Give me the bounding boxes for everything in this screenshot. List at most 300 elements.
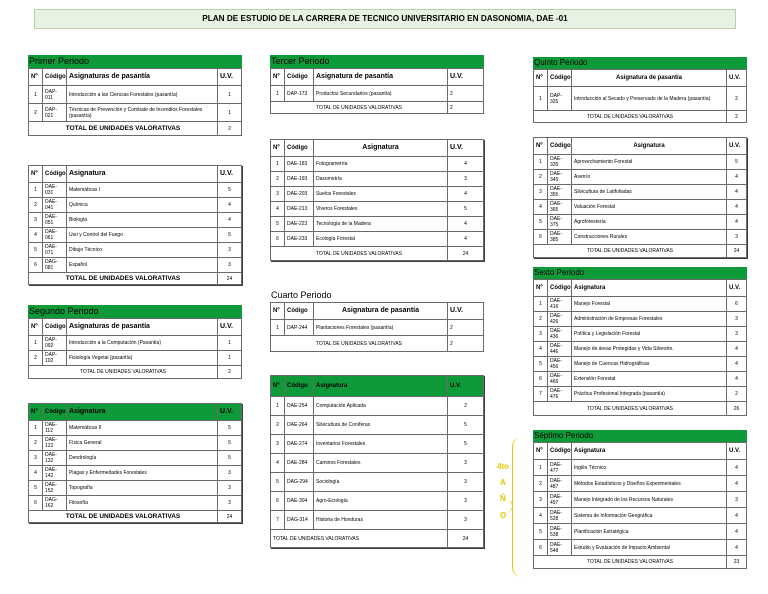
cuarto-periodo-pasantia	[270, 289, 484, 352]
side-label-4: O	[500, 511, 507, 520]
period-label: Sexto Periodo	[533, 267, 747, 279]
col-n: Nº	[271, 69, 285, 86]
row-number: 2	[534, 312, 548, 327]
row-number: 5	[534, 357, 548, 372]
pasantia-table	[28, 68, 242, 136]
course-name: Métodos Estadísticos y Diseños Experimentales	[572, 476, 727, 492]
course-name: Español	[67, 258, 218, 273]
row-number: 1	[29, 183, 43, 198]
pasantia-table	[533, 69, 747, 123]
course-uv: 4	[727, 342, 747, 357]
course-uv: 4	[727, 200, 747, 215]
course-uv: 1	[218, 336, 242, 351]
course-uv: 3	[448, 454, 484, 473]
course-code: DAE-152	[43, 481, 67, 496]
col-n: Nº	[29, 69, 43, 86]
col-n: Nº	[271, 376, 285, 397]
course-name: Física General	[67, 436, 218, 451]
course-code: DAE-416	[548, 297, 572, 312]
col-n: Nº	[534, 70, 548, 87]
row-number: 1	[271, 86, 285, 102]
asignaturas-table	[28, 403, 242, 523]
col-codigo: Código	[548, 280, 572, 297]
table-row	[534, 230, 747, 245]
sexto-periodo-table	[533, 267, 747, 416]
row-number: 5	[534, 215, 548, 230]
asignaturas-table	[270, 375, 484, 548]
col-asignatura: Asignatura	[572, 443, 727, 460]
course-code: DAE-193	[285, 172, 314, 187]
table-row	[534, 170, 747, 185]
course-name: Tecnología de la Madera	[314, 217, 448, 232]
table-row	[271, 202, 484, 217]
course-name: Extensión Forestal	[572, 372, 727, 387]
course-code: DAE-345	[548, 170, 572, 185]
total-label: TOTAL DE UNIDADES VALORATIVAS	[29, 273, 218, 285]
course-code: DAE-476	[548, 387, 572, 402]
table-row	[29, 243, 242, 258]
course-name: Manejo de áreas Protegidas y Vida Silvestre.	[572, 342, 727, 357]
course-name: Suelos Forestales	[314, 187, 448, 202]
asignaturas-table	[533, 137, 747, 258]
course-code: DAE-061	[43, 228, 67, 243]
course-name: Manejo de Cuencas Hidrográficas	[572, 357, 727, 372]
row-number: 1	[271, 320, 285, 336]
course-name: Productos Secundarios (pasantía)	[314, 86, 448, 102]
course-code: DAE-446	[548, 342, 572, 357]
table-row	[534, 357, 747, 372]
total-uv: 2	[448, 102, 484, 114]
row-number: 2	[534, 476, 548, 492]
total-label: TOTAL DE UNIDADES VALORATIVAS	[534, 245, 727, 258]
row-number: 3	[534, 185, 548, 200]
course-code: DAE-304	[285, 492, 314, 511]
table-row	[534, 312, 747, 327]
col-asignatura: Asignatura	[572, 280, 727, 297]
course-code: DAE-284	[285, 454, 314, 473]
table-row	[534, 460, 747, 476]
course-code: DAE-375	[548, 215, 572, 230]
pasantia-table	[270, 68, 484, 114]
table-row	[29, 228, 242, 243]
course-name: Ecología Forestal	[314, 232, 448, 247]
table-row	[29, 336, 242, 351]
col-codigo: Código	[548, 70, 572, 87]
course-name: Computación Aplicada	[314, 397, 448, 416]
col-uv: U.V.	[448, 303, 484, 320]
table-row	[534, 87, 747, 111]
course-uv: 2	[448, 86, 484, 102]
asignaturas-table	[533, 279, 747, 416]
course-code: DAE-183	[285, 157, 314, 172]
course-name: Manejo Forestal	[572, 297, 727, 312]
course-code: DAE-426	[548, 312, 572, 327]
side-label-3: Ñ	[500, 494, 506, 503]
table-row	[534, 476, 747, 492]
course-name: Silvicultura de Latifoliadas	[572, 185, 727, 200]
course-uv: 5	[448, 435, 484, 454]
col-uv: U.V.	[218, 319, 242, 336]
col-uv: U.V.	[727, 443, 747, 460]
course-name: Caminos Forestales	[314, 454, 448, 473]
course-uv: 3	[727, 230, 747, 245]
col-asignatura: Asignaturas de pasantía	[67, 69, 218, 86]
table-row	[29, 104, 242, 122]
course-name: Valuación Forestal	[572, 200, 727, 215]
course-uv: 6	[727, 297, 747, 312]
course-code: DAE-041	[43, 198, 67, 213]
table-row	[534, 155, 747, 170]
table-row	[29, 86, 242, 104]
table-row	[29, 421, 242, 436]
col-asignatura: Asignaturas de pasantía	[67, 319, 218, 336]
septimo-periodo-table	[533, 430, 747, 569]
course-name: Matemáticas II	[67, 421, 218, 436]
row-number: 3	[271, 187, 285, 202]
table-row	[29, 496, 242, 511]
col-asignatura: Asignatura	[67, 166, 218, 183]
course-code: DAE-548	[548, 540, 572, 556]
course-name: Agroforestería	[572, 215, 727, 230]
course-name: Práctica Profesional Integrada (pasantía)	[572, 387, 727, 402]
table-row	[29, 351, 242, 366]
row-number: 2	[29, 351, 43, 366]
course-uv: 5	[218, 228, 242, 243]
course-name: Administración de Empresas Forestales	[572, 312, 727, 327]
table-row	[534, 342, 747, 357]
col-codigo: Código	[285, 376, 314, 397]
course-name: Introducción a la Computación (Pasantía)	[67, 336, 218, 351]
cuarto-periodo-table	[270, 375, 484, 548]
total-uv: 24	[448, 247, 484, 261]
course-code: DAE-335	[548, 155, 572, 170]
row-number: 3	[29, 451, 43, 466]
table-row	[29, 481, 242, 496]
course-uv: 3	[448, 492, 484, 511]
col-codigo: Código	[43, 69, 67, 86]
row-number: 1	[271, 157, 285, 172]
course-name: Agro-Ecología	[314, 492, 448, 511]
row-number: 4	[29, 466, 43, 481]
row-number: 3	[534, 492, 548, 508]
course-code: DAE-071	[43, 243, 67, 258]
row-number: 5	[271, 217, 285, 232]
table-row	[534, 540, 747, 556]
row-number: 1	[271, 397, 285, 416]
period-label: Segundo Periodo	[28, 305, 242, 318]
total-label: TOTAL DE UNIDADES VALORATIVAS	[271, 247, 448, 261]
period-label: Primer Periodo	[28, 55, 242, 68]
course-name: Plagas y Enfermedades Forestales	[67, 466, 218, 481]
course-uv: 5	[727, 155, 747, 170]
period-label: Tercer Periodo	[270, 55, 484, 68]
course-name: Estudio y Evaluación de Impacto Ambiental	[572, 540, 727, 556]
course-uv: 5	[448, 416, 484, 435]
table-row	[534, 185, 747, 200]
course-name: Sociología	[314, 473, 448, 492]
total-uv: 2	[218, 122, 242, 136]
total-uv: 24	[448, 530, 484, 548]
table-row	[271, 320, 484, 336]
course-uv: 3	[727, 312, 747, 327]
course-code: DAP-102	[43, 351, 67, 366]
course-name: Inventarios Forestales	[314, 435, 448, 454]
total-label: TOTAL DE UNIDADES VALORATIVAS	[534, 402, 727, 416]
row-number: 5	[534, 524, 548, 540]
course-code: DAE-051	[43, 213, 67, 228]
quinto-periodo-table	[533, 137, 747, 258]
course-code: DAE-112	[43, 421, 67, 436]
col-uv: U.V.	[448, 376, 484, 397]
course-uv: 4	[727, 508, 747, 524]
table-row	[29, 258, 242, 273]
course-code: DAE-264	[285, 416, 314, 435]
course-code: DAE-132	[43, 451, 67, 466]
course-name: Construcciones Rurales	[572, 230, 727, 245]
col-codigo: Código	[285, 69, 314, 86]
col-uv: U.V.	[448, 140, 484, 157]
course-code: DAG-162	[43, 496, 67, 511]
course-uv: 3	[448, 511, 484, 530]
col-codigo: Código	[548, 443, 572, 460]
course-uv: 4	[727, 185, 747, 200]
course-code: DAE-223	[285, 217, 314, 232]
col-asignatura: Asignatura de pasantía	[572, 70, 727, 87]
col-uv: U.V.	[218, 404, 242, 421]
table-row	[271, 86, 484, 102]
course-uv: 3	[727, 492, 747, 508]
col-asignatura: Asignatura	[572, 138, 727, 155]
course-uv: 2	[727, 387, 747, 402]
col-uv: U.V.	[727, 70, 747, 87]
course-code: DAE-203	[285, 187, 314, 202]
row-number: 5	[271, 473, 285, 492]
course-uv: 1	[218, 351, 242, 366]
table-row	[271, 416, 484, 435]
pasantia-table	[270, 302, 484, 352]
table-row	[271, 157, 484, 172]
total-label: TOTAL DE UNIDADES VALORATIVAS	[271, 102, 448, 114]
table-row	[534, 297, 747, 312]
course-uv: 3	[218, 466, 242, 481]
course-code: DAP-092	[43, 336, 67, 351]
course-name: Biología	[67, 213, 218, 228]
period-label: Séptimo Periodo	[533, 430, 747, 442]
row-number: 4	[271, 454, 285, 473]
row-number: 1	[29, 86, 43, 104]
course-uv: 4	[727, 215, 747, 230]
table-row	[29, 213, 242, 228]
row-number: 1	[534, 155, 548, 170]
quinto-periodo-pasantia	[533, 57, 747, 123]
col-asignatura: Asignatura	[314, 376, 448, 397]
brace-icon	[512, 437, 524, 577]
row-number: 6	[534, 230, 548, 245]
row-number: 4	[534, 200, 548, 215]
row-number: 2	[534, 170, 548, 185]
table-row	[271, 435, 484, 454]
total-label: TOTAL DE UNIDADES VALORATIVAS	[29, 366, 218, 379]
row-number: 6	[29, 258, 43, 273]
course-code: DAP-173	[285, 86, 314, 102]
course-name: Química	[67, 198, 218, 213]
course-name: Dasometría	[314, 172, 448, 187]
course-name: Introducción al Secado y Preservado de la Madera (pasantía)	[572, 87, 727, 111]
course-uv: 5	[218, 183, 242, 198]
total-uv: 24	[727, 245, 747, 258]
row-number: 7	[271, 511, 285, 530]
total-label: TOTAL DE UNIDADES VALORATIVAS	[29, 511, 218, 523]
total-uv: 2	[727, 111, 747, 123]
asignaturas-table	[28, 165, 242, 285]
total-uv: 2	[448, 336, 484, 352]
course-name: Historia de Honduras	[314, 511, 448, 530]
course-code: DAG-081	[43, 258, 67, 273]
row-number: 4	[271, 202, 285, 217]
row-number: 1	[29, 336, 43, 351]
course-uv: 1	[218, 86, 242, 104]
table-row	[29, 436, 242, 451]
col-codigo: Código	[285, 140, 314, 157]
row-number: 3	[29, 213, 43, 228]
col-uv: U.V.	[727, 138, 747, 155]
primer-periodo-table	[28, 165, 242, 285]
col-asignatura: Asignatura	[67, 404, 218, 421]
course-code: DAE-538	[548, 524, 572, 540]
table-row	[271, 232, 484, 247]
course-code: DAE-213	[285, 202, 314, 217]
row-number: 6	[271, 232, 285, 247]
course-uv: 4	[727, 476, 747, 492]
total-uv: 26	[727, 402, 747, 416]
table-row	[29, 466, 242, 481]
segundo-periodo-table	[28, 403, 242, 523]
row-number: 6	[29, 496, 43, 511]
course-name: Planificación Estratégica	[572, 524, 727, 540]
course-name: Filosofía	[67, 496, 218, 511]
course-code: DAP-011	[43, 86, 67, 104]
course-code: DAE-385	[548, 230, 572, 245]
course-uv: 5	[218, 436, 242, 451]
row-number: 2	[29, 104, 43, 122]
col-uv: U.V.	[727, 280, 747, 297]
row-number: 4	[534, 342, 548, 357]
row-number: 1	[534, 87, 548, 111]
table-row	[534, 372, 747, 387]
row-number: 4	[29, 228, 43, 243]
total-uv: 24	[218, 511, 242, 523]
course-uv: 4	[727, 372, 747, 387]
course-name: Fisiología Vegetal (pasantía)	[67, 351, 218, 366]
col-codigo: Código	[285, 303, 314, 320]
course-code: DAE-254	[285, 397, 314, 416]
col-codigo: Código	[548, 138, 572, 155]
course-name: Inglés Técnico	[572, 460, 727, 476]
row-number: 7	[534, 387, 548, 402]
course-uv: 3	[218, 258, 242, 273]
course-uv: 4	[727, 460, 747, 476]
course-uv: 1	[218, 104, 242, 122]
course-code: DAE-456	[548, 357, 572, 372]
col-asignatura: Asignatura de pasantía	[314, 69, 448, 86]
course-uv: 4	[727, 357, 747, 372]
asignaturas-table	[270, 139, 484, 261]
col-codigo: Código	[43, 166, 67, 183]
total-uv: 2	[218, 366, 242, 379]
course-name: Dibujo Técnico	[67, 243, 218, 258]
period-label: Quinto Periodo	[533, 57, 747, 69]
course-uv: 4	[448, 187, 484, 202]
course-code: DAG-294	[285, 473, 314, 492]
course-name: Fotogrametría	[314, 157, 448, 172]
course-uv: 3	[218, 243, 242, 258]
table-row	[271, 397, 484, 416]
col-asignatura: Asignatura	[314, 140, 448, 157]
row-number: 5	[29, 481, 43, 496]
table-row	[534, 215, 747, 230]
total-uv: 23	[727, 556, 747, 569]
table-row	[534, 327, 747, 342]
row-number: 4	[534, 508, 548, 524]
course-code: DAE-365	[548, 200, 572, 215]
col-uv: U.V.	[218, 69, 242, 86]
col-n: Nº	[534, 443, 548, 460]
course-uv: 4	[448, 157, 484, 172]
col-n: Nº	[271, 140, 285, 157]
row-number: 1	[534, 460, 548, 476]
row-number: 6	[271, 492, 285, 511]
table-row	[534, 524, 747, 540]
course-uv: 4	[727, 170, 747, 185]
row-number: 2	[29, 436, 43, 451]
course-name: Viveros Forestales	[314, 202, 448, 217]
col-uv: U.V.	[448, 69, 484, 86]
total-uv: 24	[218, 273, 242, 285]
period-label: Cuarto Periodo	[270, 289, 484, 302]
table-row	[271, 473, 484, 492]
col-n: Nº	[29, 166, 43, 183]
total-label: TOTAL DE UNIDADES VALORATIVAS	[271, 530, 448, 548]
side-label-1: 4to	[497, 462, 509, 471]
course-name: Aserrío	[572, 170, 727, 185]
row-number: 1	[534, 297, 548, 312]
side-label-2: A	[500, 478, 506, 487]
course-code: DAG-314	[285, 511, 314, 530]
course-code: DAE-355	[548, 185, 572, 200]
course-uv: 2	[448, 397, 484, 416]
table-row	[534, 492, 747, 508]
course-uv: 3	[448, 172, 484, 187]
col-codigo: Código	[43, 404, 67, 421]
asignaturas-table	[533, 442, 747, 569]
course-code: DAP-325	[548, 87, 572, 111]
row-number: 3	[271, 435, 285, 454]
table-row	[271, 454, 484, 473]
course-code: DAE-528	[548, 508, 572, 524]
course-uv: 3	[448, 473, 484, 492]
course-uv: 3	[727, 327, 747, 342]
row-number: 3	[534, 327, 548, 342]
course-code: DAE-274	[285, 435, 314, 454]
course-name: Técnicas de Prevención y Combate de Incendios Forestales (pasantía)	[67, 104, 218, 122]
col-n: Nº	[534, 280, 548, 297]
course-name: Política y Legislación Forestal	[572, 327, 727, 342]
col-n: Nº	[271, 303, 285, 320]
course-uv: 5	[448, 202, 484, 217]
total-label: TOTAL DE UNIDADES VALORATIVAS	[271, 336, 448, 352]
table-row	[29, 183, 242, 198]
course-name: Silvicultura de Coníferas	[314, 416, 448, 435]
